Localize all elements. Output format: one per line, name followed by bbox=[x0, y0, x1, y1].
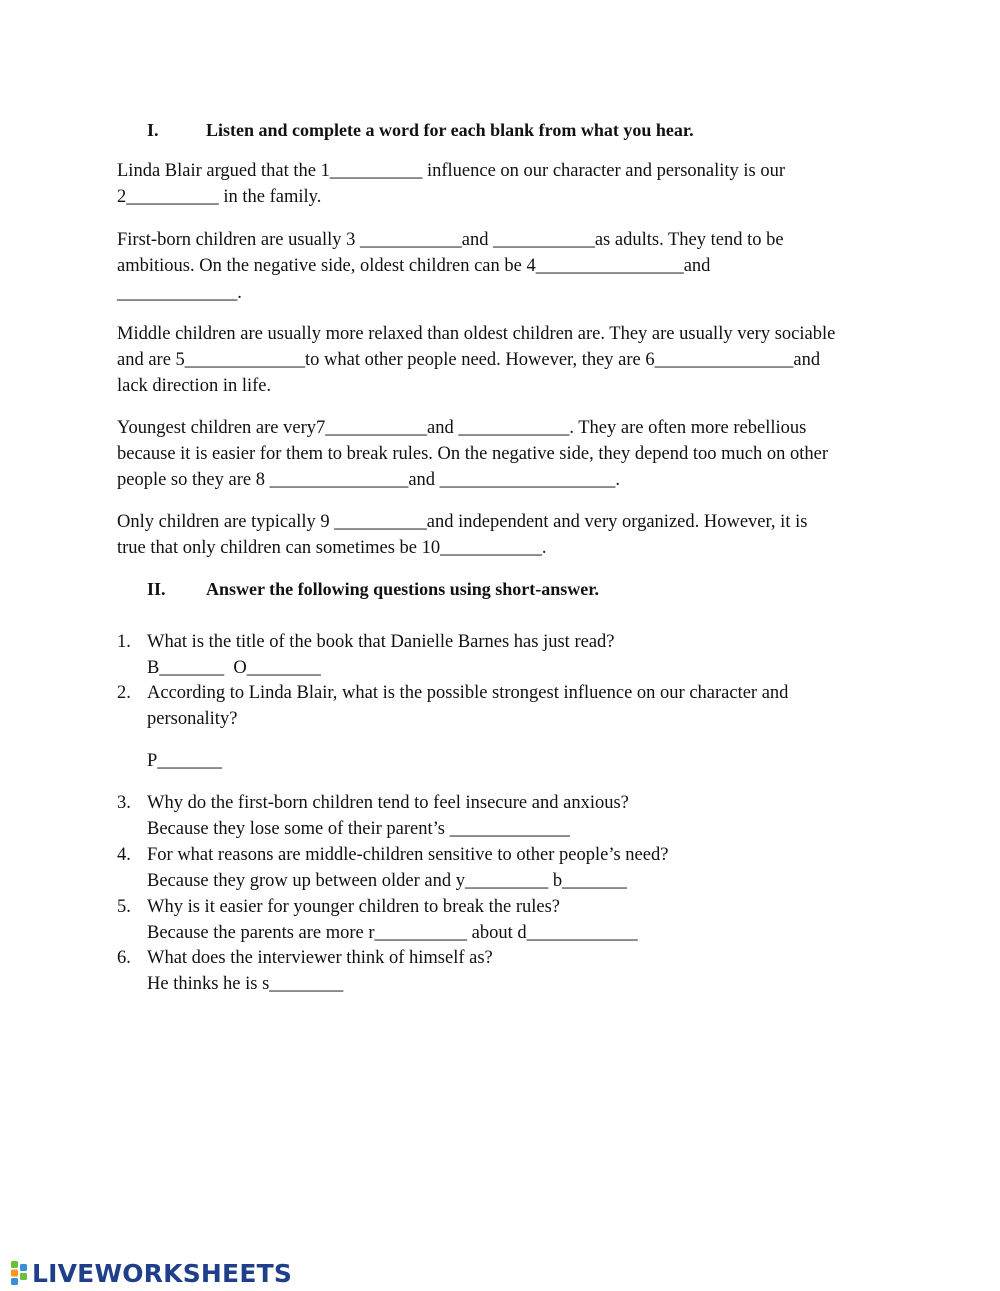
question-2-number: 2. bbox=[117, 683, 131, 703]
question-5-text: Why is it easier for younger children to break the rules? bbox=[147, 897, 561, 917]
paragraph-3-line-3: lack direction in life. bbox=[117, 376, 272, 396]
question-3-number: 3. bbox=[117, 793, 131, 813]
paragraph-3-line-2: and are 5_____________to what other people need. However, they are 6_______________and bbox=[117, 350, 821, 370]
question-1-answer: B_______ O________ bbox=[147, 658, 321, 678]
question-6-text: What does the interviewer think of himself as? bbox=[147, 948, 493, 968]
question-5-number: 5. bbox=[117, 897, 131, 917]
question-4-answer: Because they grow up between older and y_________ b_______ bbox=[147, 871, 627, 891]
question-6-answer: He thinks he is s________ bbox=[147, 974, 344, 994]
section-1-numeral: I. bbox=[147, 120, 159, 140]
liveworksheets-logo[interactable] bbox=[10, 1258, 292, 1288]
question-3-text: Why do the first-born children tend to feel insecure and anxious? bbox=[147, 793, 629, 813]
question-2-text: According to Linda Blair, what is the possible strongest influence on our character and bbox=[147, 683, 789, 703]
section-2-numeral: II. bbox=[147, 579, 166, 599]
question-1-text: What is the title of the book that Danielle Barnes has just read? bbox=[147, 632, 615, 652]
paragraph-4-line-2: because it is easier for them to break rules. On the negative side, they depend too much on other bbox=[117, 444, 828, 464]
liveworksheets-logo-icon bbox=[10, 1260, 30, 1286]
paragraph-4-line-1: Youngest children are very7___________and ____________. They are often more rebellious bbox=[117, 418, 807, 438]
paragraph-2-line-3: _____________. bbox=[117, 283, 242, 303]
paragraph-2-line-1: First-born children are usually 3 ___________and ___________as adults. They tend to be bbox=[117, 230, 784, 250]
question-3-answer: Because they lose some of their parent’s _____________ bbox=[147, 819, 570, 839]
paragraph-3-line-1: Middle children are usually more relaxed than oldest children are. They are usually very sociable bbox=[117, 324, 836, 344]
logo-text: LIVEWORKSHEETS bbox=[32, 1258, 293, 1288]
question-4-text: For what reasons are middle-children sensitive to other people’s need? bbox=[147, 845, 669, 865]
question-4-number: 4. bbox=[117, 845, 131, 865]
question-6-number: 6. bbox=[117, 948, 131, 968]
question-2-answer: P_______ bbox=[147, 751, 223, 771]
question-1-number: 1. bbox=[117, 632, 131, 652]
paragraph-4-line-3: people so they are 8 _______________and ___________________. bbox=[117, 470, 621, 490]
paragraph-1-line-2: 2__________ in the family. bbox=[117, 187, 322, 207]
question-2-text-continued: personality? bbox=[147, 709, 238, 729]
paragraph-1-line-1: Linda Blair argued that the 1__________ influence on our character and personality is our bbox=[117, 161, 786, 181]
paragraph-2-line-2: ambitious. On the negative side, oldest children can be 4________________and bbox=[117, 256, 711, 276]
paragraph-5-line-1: Only children are typically 9 __________and independent and very organized. However, it is bbox=[117, 512, 808, 532]
section-2-title: Answer the following questions using short-answer. bbox=[206, 579, 600, 599]
section-1-title: Listen and complete a word for each blank from what you hear. bbox=[206, 120, 694, 140]
paragraph-5-line-2: true that only children can sometimes be 10___________. bbox=[117, 538, 547, 558]
question-5-answer: Because the parents are more r__________ about d____________ bbox=[147, 923, 638, 943]
